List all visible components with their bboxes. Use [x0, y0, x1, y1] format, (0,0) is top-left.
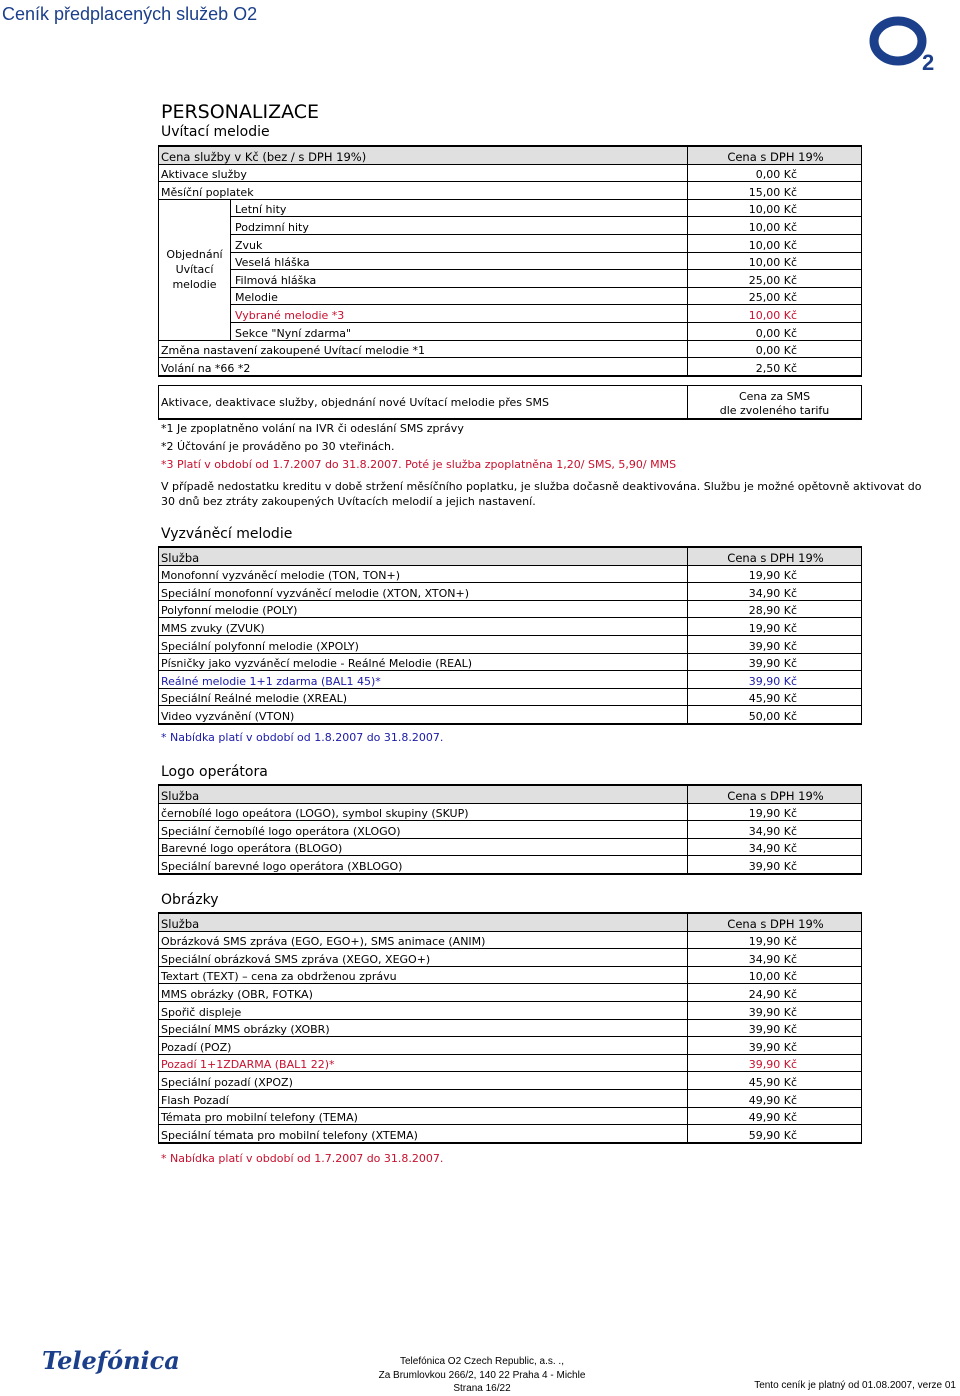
row-label: Volání na *66 *2: [159, 358, 688, 376]
page-number: Strana 16/22: [453, 1383, 511, 1394]
row-price: 28,90 Kč: [688, 600, 862, 618]
row-label: Spořič displeje: [159, 1001, 688, 1019]
o2-logo: [868, 12, 944, 78]
row-label: černobílé logo opeátora (LOGO), symbol skupiny (SKUP): [159, 803, 688, 821]
note: *2 Účtování je prováděno po 30 vteřinách.: [161, 440, 395, 453]
table-row: [159, 618, 862, 636]
row-price: 39,90 Kč: [688, 1001, 862, 1019]
row-label: Pozadí (POZ): [159, 1037, 688, 1055]
table-row: [159, 252, 862, 270]
table-row: [159, 803, 862, 821]
vyzvaneci-table: [158, 546, 862, 725]
row-label: Změna nastavení zakoupené Uvítací melodie *1: [159, 340, 688, 358]
row-label: Speciální pozadí (XPOZ): [159, 1072, 688, 1090]
svg-text:2: 2: [922, 50, 935, 75]
table-row: [159, 164, 862, 182]
table-row: [159, 583, 862, 601]
offer-note: * Nabídka platí v období od 1.7.2007 do 31.8.2007.: [161, 1152, 444, 1165]
row-price: 50,00 Kč: [688, 706, 862, 724]
table-row: [159, 270, 862, 288]
table-header: [159, 146, 862, 164]
table-row: [159, 600, 862, 618]
row-price: 25,00 Kč: [688, 270, 862, 288]
row-label: Flash Pozadí: [159, 1089, 688, 1107]
table-row: [159, 217, 862, 235]
note: *3 Platí v období od 1.7.2007 do 31.8.2007. Poté je služba zpoplatněna 1,20/ SMS, 5,90/ MMS: [161, 458, 677, 471]
header-right: Cena s DPH 19%: [688, 913, 862, 931]
header-left: Cena služby v Kč (bez / s DPH 19%): [159, 146, 688, 164]
row-price: 39,90 Kč: [688, 671, 862, 689]
row-price: 10,00 Kč: [688, 199, 862, 217]
header-left: Služba: [159, 785, 688, 803]
row-label: Letní hity: [231, 199, 688, 217]
row-label: Melodie: [231, 287, 688, 305]
row-price: 59,90 Kč: [688, 1125, 862, 1143]
header-left: Služba: [159, 547, 688, 565]
table-row: [159, 1001, 862, 1019]
sms-price-line2: dle zvoleného tarifu: [719, 404, 830, 417]
table-row: [159, 653, 862, 671]
header-right: Cena s DPH 19%: [688, 785, 862, 803]
page-heading: PERSONALIZACE: [161, 101, 320, 123]
row-price: 39,90 Kč: [688, 635, 862, 653]
table-row: [159, 1019, 862, 1037]
row-price: 49,90 Kč: [688, 1107, 862, 1125]
table-row: [159, 671, 862, 689]
row-price: 0,00 Kč: [688, 340, 862, 358]
table-row: [159, 821, 862, 839]
row-label: MMS zvuky (ZVUK): [159, 618, 688, 636]
section-title-logo: Logo operátora: [161, 764, 268, 780]
row-label: Reálné melodie 1+1 zdarma (BAL1 45)*: [159, 671, 688, 689]
row-price: 10,00 Kč: [688, 217, 862, 235]
table-row: [159, 182, 862, 200]
row-price: 25,00 Kč: [688, 287, 862, 305]
logo-table: [158, 784, 862, 875]
table-header: [159, 785, 862, 803]
sms-price: [688, 386, 862, 420]
row-label: Veselá hláška: [231, 252, 688, 270]
row-price: 24,90 Kč: [688, 984, 862, 1002]
row-label: Speciální obrázková SMS zpráva (XEGO, XEGO+): [159, 949, 688, 967]
note: *1 Je zpoplatněno volání na IVR či odeslání SMS zprávy: [161, 422, 464, 435]
row-label: Písničky jako vyzváněcí melodie - Reálné Melodie (REAL): [159, 653, 688, 671]
row-price: 39,90 Kč: [688, 1019, 862, 1037]
validity-note: Tento ceník je platný od 01.08.2007, verze 01: [754, 1380, 956, 1391]
row-price: 39,90 Kč: [688, 856, 862, 874]
row-label: MMS obrázky (OBR, FOTKA): [159, 984, 688, 1002]
uvitaci-table: [158, 145, 862, 377]
row-label: Speciální polyfonní melodie (XPOLY): [159, 635, 688, 653]
table-row: [159, 1054, 862, 1072]
row-price: 15,00 Kč: [688, 182, 862, 200]
row-label: Speciální černobílé logo operátora (XLOGO): [159, 821, 688, 839]
row-label: Speciální barevné logo operátora (XBLOGO): [159, 856, 688, 874]
table-row: [159, 234, 862, 252]
table-row: [159, 838, 862, 856]
table-row: [159, 856, 862, 874]
row-price: 39,90 Kč: [688, 1054, 862, 1072]
offer-note: * Nabídka platí v období od 1.8.2007 do 31.8.2007.: [161, 731, 444, 744]
row-label: Monofonní vyzváněcí melodie (TON, TON+): [159, 565, 688, 583]
row-label: Speciální témata pro mobilní telefony (XTEMA): [159, 1125, 688, 1143]
table-row: [159, 1072, 862, 1090]
table-row: [159, 340, 862, 358]
row-label: Pozadí 1+1ZDARMA (BAL1 22)*: [159, 1054, 688, 1072]
row-label: Podzimní hity: [231, 217, 688, 235]
table-row: [159, 386, 862, 420]
table-row: [159, 966, 862, 984]
table-row: [159, 287, 862, 305]
telefonica-logo-text: Telefónica: [42, 1346, 180, 1375]
row-label: Speciální Reálné melodie (XREAL): [159, 688, 688, 706]
row-price: 10,00 Kč: [688, 234, 862, 252]
row-price: 2,50 Kč: [688, 358, 862, 376]
info-paragraph-line: 30 dnů bez ztráty zakoupených Uvítacích melodií a jejich nastavení.: [161, 495, 536, 508]
row-price: 34,90 Kč: [688, 821, 862, 839]
row-price: 34,90 Kč: [688, 949, 862, 967]
table-row: [159, 199, 862, 217]
table-row: [159, 949, 862, 967]
table-row: [159, 635, 862, 653]
table-row: [159, 688, 862, 706]
header-right: Cena s DPH 19%: [688, 146, 862, 164]
section-title-obrazky: Obrázky: [161, 892, 219, 908]
table-row: [159, 984, 862, 1002]
row-label: Měsíční poplatek: [159, 182, 688, 200]
header-left: Služba: [159, 913, 688, 931]
row-price: 10,00 Kč: [688, 252, 862, 270]
row-price: 10,00 Kč: [688, 305, 862, 323]
row-label: Video vyzvánění (VTON): [159, 706, 688, 724]
section-title-vyzvaneci: Vyzváněcí melodie: [161, 526, 293, 542]
row-label: Zvuk: [231, 234, 688, 252]
row-label: Aktivace služby: [159, 164, 688, 182]
table-row: [159, 1107, 862, 1125]
row-price: 49,90 Kč: [688, 1089, 862, 1107]
table-row: [159, 1125, 862, 1143]
row-price: 10,00 Kč: [688, 966, 862, 984]
obrazky-table: [158, 912, 862, 1144]
table-header: [159, 547, 862, 565]
info-paragraph-line: V případě nedostatku kreditu v době stržení měsíčního poplatku, je služba dočasně deaktivována. Službu je možné opětovně aktivovat do: [161, 480, 922, 493]
table-row: [159, 565, 862, 583]
row-label: Témata pro mobilní telefony (TEMA): [159, 1107, 688, 1125]
row-label: Polyfonní melodie (POLY): [159, 600, 688, 618]
row-label: Obrázková SMS zpráva (EGO, EGO+), SMS animace (ANIM): [159, 931, 688, 949]
row-price: 45,90 Kč: [688, 1072, 862, 1090]
row-price: 19,90 Kč: [688, 803, 862, 821]
row-price: 34,90 Kč: [688, 838, 862, 856]
footer-company: Telefónica O2 Czech Republic, a.s. .,: [400, 1356, 564, 1367]
table-row: [159, 931, 862, 949]
row-label: Textart (TEXT) – cena za obdrženou zprávu: [159, 966, 688, 984]
sms-table: [158, 385, 862, 420]
row-label: Aktivace, deaktivace služby, objednání nové Uvítací melodie přes SMS: [159, 386, 688, 420]
row-price: 39,90 Kč: [688, 653, 862, 671]
table-row: [159, 305, 862, 323]
table-row: [159, 706, 862, 724]
table-header: [159, 913, 862, 931]
row-price: 19,90 Kč: [688, 565, 862, 583]
ordering-label: Objednání Uvítací melodie: [159, 199, 231, 340]
row-price: 19,90 Kč: [688, 931, 862, 949]
section-title-uvitaci: Uvítací melodie: [161, 124, 270, 140]
row-price: 45,90 Kč: [688, 688, 862, 706]
table-row: [159, 358, 862, 376]
row-label: Speciální monofonní vyzváněcí melodie (XTON, XTON+): [159, 583, 688, 601]
row-price: 34,90 Kč: [688, 583, 862, 601]
row-label: Speciální MMS obrázky (XOBR): [159, 1019, 688, 1037]
row-price: 39,90 Kč: [688, 1037, 862, 1055]
row-label: Filmová hláška: [231, 270, 688, 288]
footer-address: Za Brumlovkou 266/2, 140 22 Praha 4 - Michle: [378, 1370, 586, 1381]
row-label: Vybrané melodie *3: [231, 305, 688, 323]
row-price: 0,00 Kč: [688, 322, 862, 340]
telefonica-logo: [40, 1345, 180, 1383]
sms-price-line1: Cena za SMS: [738, 390, 811, 403]
table-row: [159, 1089, 862, 1107]
row-price: 0,00 Kč: [688, 164, 862, 182]
row-price: 19,90 Kč: [688, 618, 862, 636]
row-label: Barevné logo operátora (BLOGO): [159, 838, 688, 856]
table-row: [159, 322, 862, 340]
table-row: [159, 1037, 862, 1055]
document-title: Ceník předplacených služeb O2: [2, 4, 258, 24]
row-label: Sekce "Nyní zdarma": [231, 322, 688, 340]
header-right: Cena s DPH 19%: [688, 547, 862, 565]
